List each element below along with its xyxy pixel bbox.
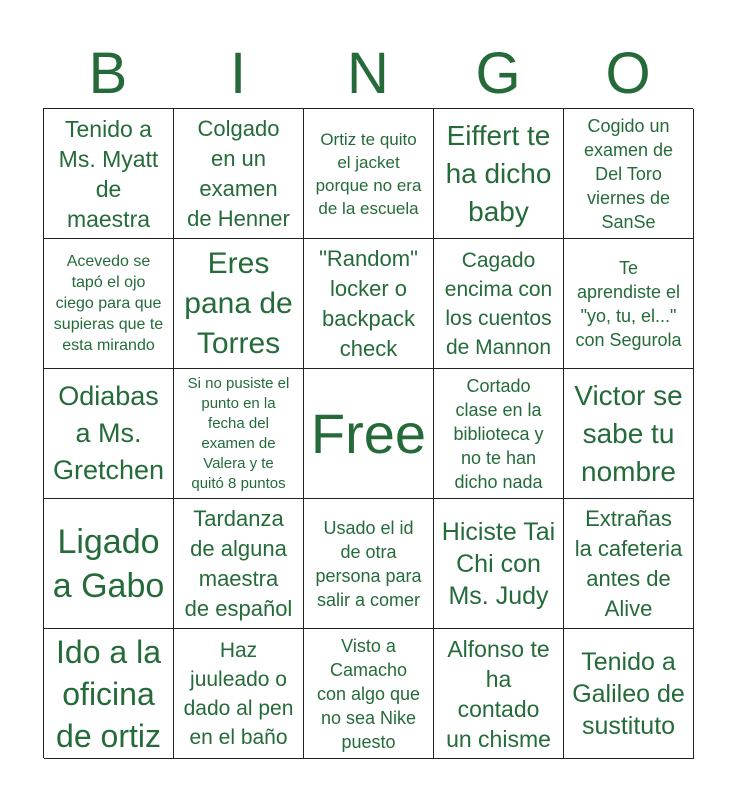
bingo-cell[interactable] bbox=[44, 369, 174, 499]
bingo-header bbox=[43, 40, 693, 108]
header-letter-o: O bbox=[605, 41, 651, 106]
bingo-cell[interactable] bbox=[564, 109, 694, 239]
bingo-cell[interactable] bbox=[44, 499, 174, 629]
cell-text: Cagado encima con los cuentos de Mannon bbox=[444, 248, 553, 359]
cell-text: Ligado a Gabo bbox=[52, 522, 165, 605]
cell-text: Ortiz te quito el jacket porque no era de la escuela bbox=[315, 129, 422, 218]
cell-text: Hiciste Tai Chi con Ms. Judy bbox=[441, 517, 556, 610]
bingo-cell[interactable] bbox=[564, 629, 694, 759]
cell-text: Te aprendiste el "yo, tu, el..." con Segurola bbox=[575, 257, 682, 350]
bingo-cell[interactable] bbox=[564, 239, 694, 369]
cell-text: Odiabas a Ms. Gretchen bbox=[52, 381, 165, 485]
cell-text: Alfonso te ha contado un chisme bbox=[446, 635, 551, 752]
cell-text: "Random" locker o backpack check bbox=[319, 245, 418, 361]
bingo-cell[interactable] bbox=[304, 239, 434, 369]
bingo-cell[interactable] bbox=[564, 369, 694, 499]
bingo-cell[interactable] bbox=[434, 239, 564, 369]
header-letter-n: N bbox=[347, 41, 389, 106]
bingo-cell[interactable] bbox=[434, 629, 564, 759]
header-letter-i: I bbox=[229, 41, 247, 106]
bingo-cell[interactable] bbox=[174, 629, 304, 759]
cell-text: Extrañas la cafeteria antes de Alive bbox=[574, 505, 683, 621]
bingo-cell[interactable] bbox=[434, 369, 564, 499]
bingo-cell[interactable] bbox=[304, 109, 434, 239]
bingo-cell[interactable] bbox=[174, 239, 304, 369]
cell-text: Acevedo se tapó el ojo ciego para que supieras que te esta mirando bbox=[53, 253, 164, 354]
cell-text: Eiffert te ha dicho baby bbox=[445, 119, 552, 227]
bingo-cell[interactable] bbox=[44, 629, 174, 759]
cell-text: Ido a la oficina de ortiz bbox=[56, 633, 161, 754]
cell-text: Tenido a Ms. Myatt de maestra bbox=[58, 115, 159, 232]
bingo-cell[interactable] bbox=[174, 499, 304, 629]
free-label: Free bbox=[310, 401, 427, 465]
bingo-cell[interactable] bbox=[434, 109, 564, 239]
cell-text: Colgado en un examen de Henner bbox=[187, 115, 290, 231]
cell-text: Tenido a Galileo de sustituto bbox=[572, 647, 685, 740]
bingo-grid bbox=[43, 108, 693, 758]
cell-text: Cortado clase en la biblioteca y no te han dicho nada bbox=[453, 375, 544, 492]
bingo-cell[interactable] bbox=[564, 499, 694, 629]
cell-text: Usado el id de otra persona para salir a comer bbox=[315, 517, 422, 610]
cell-text: Victor se sabe tu nombre bbox=[574, 379, 683, 487]
bingo-cell[interactable] bbox=[44, 239, 174, 369]
header-letter-g: G bbox=[475, 41, 521, 106]
bingo-cell[interactable] bbox=[304, 499, 434, 629]
bingo-cell[interactable] bbox=[174, 109, 304, 239]
cell-text: Cogido un examen de Del Toro viernes de SanSe bbox=[583, 115, 674, 232]
cell-text: Si no pusiste el punto en la fecha del examen de Valera y te quitó 8 puntos bbox=[187, 374, 290, 492]
bingo-cell[interactable] bbox=[304, 629, 434, 759]
bingo-cell[interactable] bbox=[174, 369, 304, 499]
bingo-cell[interactable] bbox=[434, 499, 564, 629]
free-space[interactable] bbox=[304, 369, 434, 499]
cell-text: Tardanza de alguna maestra de español bbox=[184, 505, 293, 621]
cell-text: Visto a Camacho con algo que no sea Nike puesto bbox=[316, 635, 421, 752]
cell-text: Haz juuleado o dado al pen en el baño bbox=[183, 638, 294, 749]
bingo-cell[interactable] bbox=[44, 109, 174, 239]
cell-text: Eres pana de Torres bbox=[184, 246, 293, 360]
header-letter-b: B bbox=[88, 41, 128, 106]
